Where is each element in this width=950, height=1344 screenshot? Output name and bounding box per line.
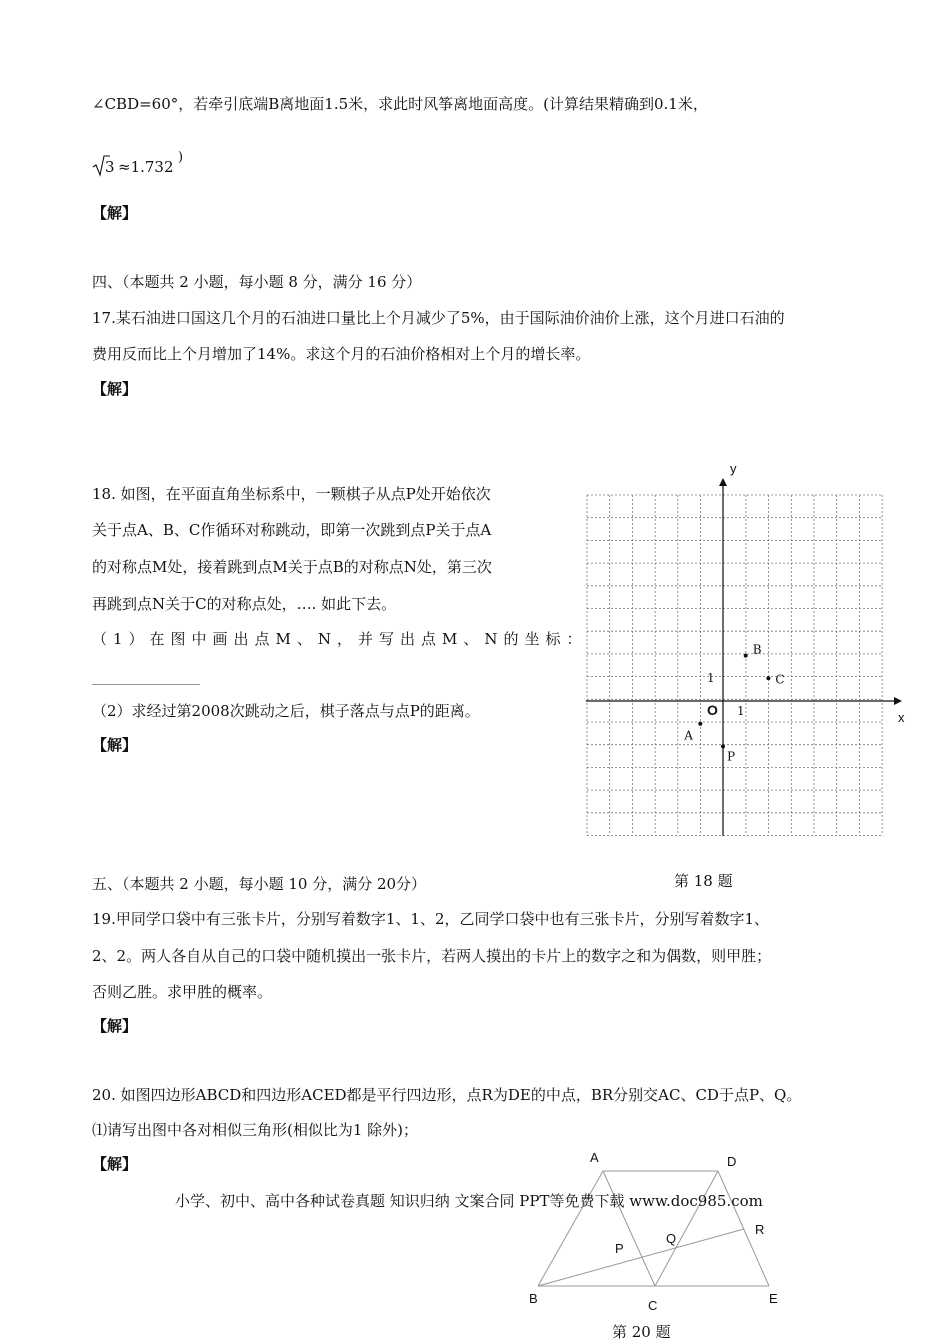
q18-answer-label: 【解】 bbox=[92, 736, 138, 754]
label-A: A bbox=[590, 1150, 599, 1165]
q18-answer-blank bbox=[92, 684, 200, 685]
label-P: P bbox=[615, 1241, 624, 1256]
x-axis-label: x bbox=[898, 710, 905, 725]
point-b-label: B bbox=[752, 642, 762, 657]
q19-text-line2: 2、2。两人各自从自己的口袋中随机摸出一张卡片，若两人摸出的卡片上的数字之和为偶数，则甲胜； bbox=[92, 947, 772, 965]
q19-answer-label: 【解】 bbox=[92, 1017, 138, 1035]
segment-BR bbox=[538, 1229, 744, 1286]
q20-caption: 第 20 题 bbox=[612, 1323, 671, 1341]
label-Q: Q bbox=[666, 1231, 677, 1246]
label-R: R bbox=[755, 1222, 765, 1237]
footer-text: 小学、初中、高中各种试卷真题 知识归纳 文案合同 PPT等免费下载 www.doc985.com bbox=[175, 1192, 763, 1210]
x-tick-label: 1 bbox=[737, 704, 745, 718]
section4-heading: 四、（本题共 2 小题，每小题 8 分，满分 16 分） bbox=[92, 273, 422, 291]
point-a-dot bbox=[698, 722, 702, 726]
q20-part1: ⑴请写出图中各对相似三角形(相似比为1 除外)； bbox=[92, 1121, 419, 1139]
coordinate-grid-figure bbox=[580, 458, 910, 838]
approx-value: ≈1.732 bbox=[118, 158, 174, 176]
q18-caption: 第 18 题 bbox=[674, 872, 733, 890]
point-p-label: P bbox=[727, 749, 736, 764]
label-C: C bbox=[648, 1298, 658, 1313]
q17-text-line1: 17.某石油进口国这几个月的石油进口量比上个月减少了5%，由于国际油价油价上涨，这个月进口石油的 bbox=[92, 309, 785, 327]
origin-label: O bbox=[707, 702, 718, 718]
q19-text-line1: 19.甲同学口袋中有三张卡片，分别写着数字1、1、2，乙同学口袋中也有三张卡片，分别写着数字1、 bbox=[92, 910, 770, 928]
q20-text-line1: 20. 如图四边形ABCD和四边形ACED都是平行四边形，点R为DE的中点，BR分别交AC、CD于点P、Q。 bbox=[92, 1086, 802, 1104]
close-paren: ) bbox=[178, 150, 184, 165]
grid-lines bbox=[587, 495, 882, 836]
q20-answer-label: 【解】 bbox=[92, 1155, 138, 1173]
q18-text-line1: 18. 如图，在平面直角坐标系中，一颗棋子从点P处开始依次 bbox=[92, 485, 491, 503]
q18-part2: （2）求经过第2008次跳动之后，棋子落点与点P的距离。 bbox=[92, 702, 480, 720]
q18-text-line2: 关于点A、B、C作循环对称跳动，即第一次跳到点P关于点A bbox=[92, 521, 492, 539]
section5-heading: 五、（本题共 2 小题，每小题 10 分，满分 20分） bbox=[92, 875, 427, 893]
point-c-dot bbox=[766, 676, 770, 680]
y-tick-label: 1 bbox=[707, 671, 715, 685]
point-p-dot bbox=[721, 744, 725, 748]
label-B: B bbox=[529, 1291, 538, 1306]
q18-text-line4: 再跳到点N关于C的对称点处，…. 如此下去。 bbox=[92, 595, 397, 613]
q16-text-line1: ∠CBD=60°，若牵引底端B离地面1.5米，求此时风筝离地面高度。(计算结果精确到0.1米， bbox=[92, 95, 708, 113]
label-E: E bbox=[769, 1291, 778, 1306]
grid-points bbox=[683, 643, 784, 764]
q19-text-line3: 否则乙胜。求甲胜的概率。 bbox=[92, 983, 273, 1001]
point-a-label: A bbox=[684, 728, 693, 743]
y-axis-arrow bbox=[719, 478, 727, 486]
q17-answer-label: 【解】 bbox=[92, 380, 138, 398]
sqrt-argument: 3 bbox=[105, 158, 115, 176]
q18-text-line3: 的对称点M处，接着跳到点M关于点B的对称点N处，第三次 bbox=[92, 558, 492, 576]
label-D: D bbox=[727, 1154, 737, 1169]
segment-DC bbox=[655, 1171, 718, 1286]
x-axis-arrow bbox=[894, 697, 902, 705]
point-c-label: C bbox=[775, 672, 785, 687]
point-b-dot bbox=[744, 654, 748, 658]
segment-AC bbox=[603, 1171, 655, 1286]
q18-part1: （1）在图中画出点M、N，并写出点M、N的坐标： bbox=[92, 630, 588, 648]
q17-text-line2: 费用反而比上个月增加了14%。求这个月的石油价格相对上个月的增长率。 bbox=[92, 345, 591, 363]
y-axis-label: y bbox=[730, 461, 737, 476]
segment-AB bbox=[538, 1171, 603, 1286]
q16-answer-label: 【解】 bbox=[92, 204, 138, 222]
parallelogram-figure bbox=[520, 1140, 800, 1320]
